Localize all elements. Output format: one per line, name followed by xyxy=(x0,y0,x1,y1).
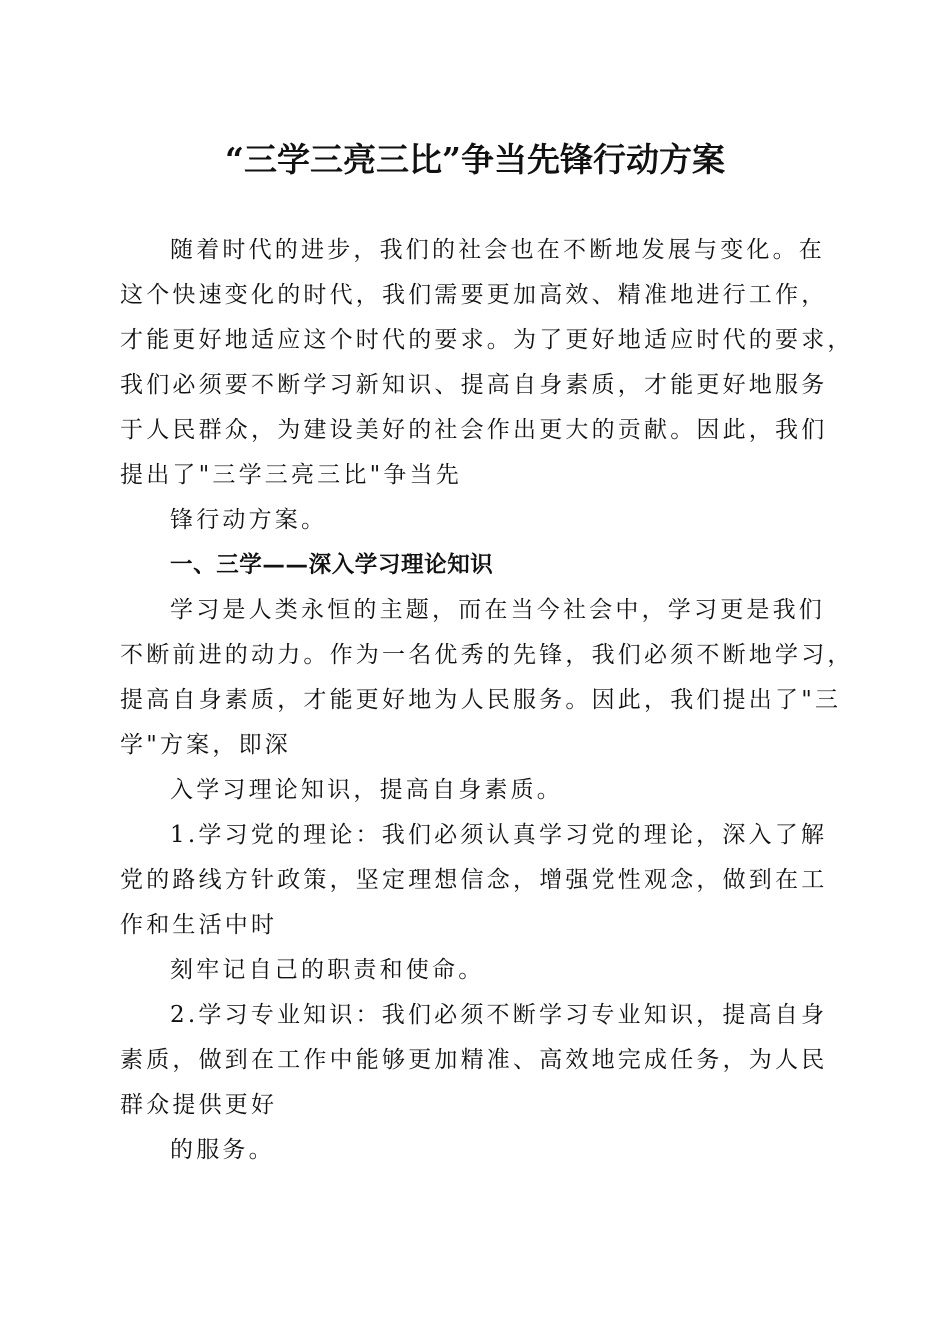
section-heading: 一、三学——深入学习理论知识 xyxy=(170,552,494,578)
text-line: 学习是人类永恒的主题，而在当今社会中，学习更是我们 xyxy=(170,597,825,623)
text-line: 这个快速变化的时代，我们需要更加高效、精准地进行工作， xyxy=(120,282,828,308)
text-line: 于人民群众，为建设美好的社会作出更大的贡献。因此，我们 xyxy=(120,417,828,443)
text-line: 随着时代的进步，我们的社会也在不断地发展与变化。在 xyxy=(170,237,825,263)
text-line: 党的路线方针政策，坚定理想信念，增强党性观念，做到在工 xyxy=(120,867,828,893)
text-line: 我们必须要不断学习新知识、提高自身素质，才能更好地服务 xyxy=(120,372,828,398)
text-line: 群众提供更好 xyxy=(120,1092,278,1118)
text-line: 才能更好地适应这个时代的要求。为了更好地适应时代的要求， xyxy=(120,327,854,353)
text-line: 1.学习党的理论：我们必须认真学习党的理论，深入了解 xyxy=(170,822,828,848)
text-line: 提高自身素质，才能更好地为人民服务。因此，我们提出了"三 xyxy=(120,687,842,713)
text-line: 入学习理论知识，提高自身素质。 xyxy=(170,777,563,803)
text-line: 素质，做到在工作中能够更加精准、高效地完成任务，为人民 xyxy=(120,1047,828,1073)
text-line: 作和生活中时 xyxy=(120,912,278,938)
text-line: 学"方案，即深 xyxy=(120,732,291,758)
text-line: 锋行动方案。 xyxy=(170,507,328,533)
text-line: 不断前进的动力。作为一名优秀的先锋，我们必须不断地学习， xyxy=(120,642,854,668)
text-line: 提出了"三学三亮三比"争当先 xyxy=(120,462,462,488)
text-line: 刻牢记自己的职责和使命。 xyxy=(170,957,485,983)
text-line: 的服务。 xyxy=(170,1137,275,1163)
text-line: 2.学习专业知识：我们必须不断学习专业知识，提高自身 xyxy=(170,1002,828,1028)
page-title: “三学三亮三比”争当先锋行动方案 xyxy=(225,140,725,179)
document-body xyxy=(120,228,854,1173)
